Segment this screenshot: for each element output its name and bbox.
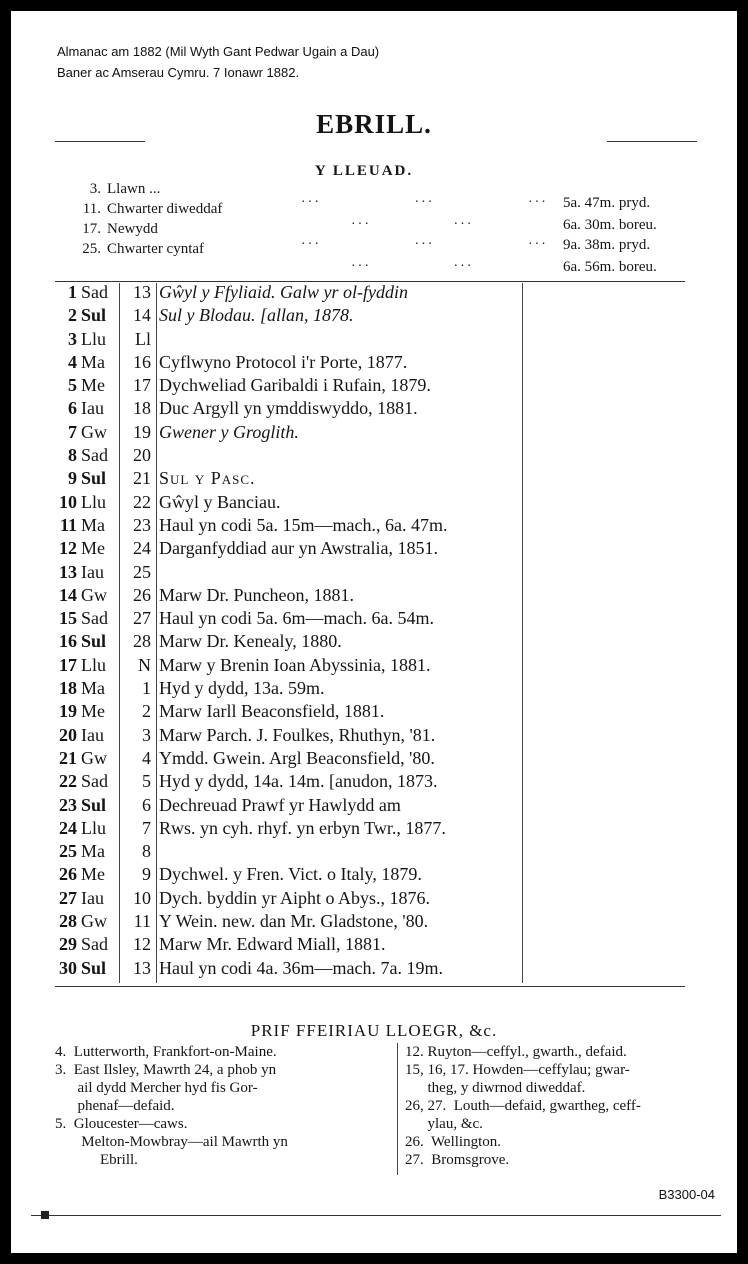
day-number: 28 (59, 911, 77, 932)
moon-day: 21 (133, 468, 151, 489)
calendar-row (55, 584, 535, 607)
weekday: Ma (81, 351, 105, 372)
moon-phase-day: 3. (89, 181, 101, 197)
calendar-row (55, 863, 535, 886)
calendar-row (55, 887, 535, 910)
weekday: Gw (81, 747, 107, 768)
moon-day: 5 (142, 771, 151, 792)
fairs-right-column (405, 1043, 641, 1169)
moon-phase-row (71, 241, 204, 258)
fair-line: Melton-Mowbray—ail Mawrth yn (55, 1134, 288, 1150)
weekday: Sad (81, 445, 108, 466)
calendar-row (55, 840, 535, 863)
weekday: Sad (81, 771, 108, 792)
day-number: 15 (59, 608, 77, 629)
event-text: Y Wein. new. dan Mr. Gladstone, '80. (159, 911, 429, 932)
day-number: 2 (68, 305, 77, 326)
weekday: Llu (81, 491, 106, 512)
calendar-row (55, 281, 535, 304)
moon-day: 9 (142, 864, 151, 885)
day-number: 25 (59, 841, 77, 862)
event-text: Gŵyl y Ffyliaid. Galw yr ol-fyddin (159, 282, 408, 302)
weekday: Sad (81, 282, 108, 302)
event-text: Hyd y dydd, 14a. 14m. [anudon, 1873. (159, 771, 438, 792)
day-number: 22 (59, 771, 77, 792)
fairs-divider (397, 1043, 398, 1175)
moon-phase-time: 6a. 30m. boreu. (563, 217, 657, 233)
day-number: 17 (59, 654, 77, 675)
title-rule-left (55, 141, 145, 142)
moon-phase-day: 17. (82, 221, 101, 237)
moon-phase-time: 9a. 38m. pryd. (563, 237, 651, 253)
day-number: 24 (59, 817, 77, 838)
moon-phase-time: 5a. 47m. pryd. (563, 195, 651, 211)
fairs-title: PRIF FFEIRIAU LLOEGR, &c. (250, 1021, 498, 1040)
event-text: Ymdd. Gwein. Argl Beaconsfield, '80. (159, 747, 435, 768)
moon-day: 13 (133, 282, 151, 302)
calendar-row (55, 747, 535, 770)
day-number: 3 (68, 328, 77, 349)
calendar-row (55, 677, 535, 700)
event-text: Marw Parch. J. Foulkes, Rhuthyn, '81. (159, 724, 436, 745)
moon-day: 26 (133, 584, 151, 605)
almanac-page (11, 11, 737, 1253)
moon-day: 2 (142, 701, 151, 722)
calendar-row (55, 467, 535, 490)
moon-phase-time: 6a. 56m. boreu. (563, 259, 657, 275)
moon-phase-name: Newydd (107, 221, 158, 237)
weekday: Gw (81, 421, 107, 442)
moon-phase-day: 25. (82, 241, 101, 257)
fairs-left-column (55, 1043, 288, 1169)
moon-day: 27 (133, 608, 151, 629)
moon-phase-row (71, 201, 222, 218)
weekday: Me (81, 701, 105, 722)
calendar-row (55, 957, 535, 980)
moon-day: 23 (133, 514, 151, 535)
calendar-table (55, 281, 535, 980)
fair-line: 5. Gloucester—caws. (55, 1116, 188, 1132)
weekday: Sad (81, 608, 108, 629)
weekday: Ma (81, 514, 105, 535)
moon-phase-row (71, 221, 158, 238)
weekday: Iau (81, 561, 104, 582)
calendar-row (55, 351, 535, 374)
event-text: Cyflwyno Protocol i'r Porte, 1877. (159, 351, 408, 372)
calendar-row (55, 561, 535, 584)
moon-day: 6 (142, 794, 151, 815)
day-number: 30 (59, 957, 77, 978)
moon-day: 16 (133, 351, 151, 372)
fair-line: 27. Bromsgrove. (405, 1152, 510, 1168)
event-text: Hyd y dydd, 13a. 59m. (159, 678, 325, 699)
weekday: Ma (81, 678, 105, 699)
calendar-row (55, 304, 535, 327)
moon-day: 10 (133, 887, 151, 908)
day-number: 8 (68, 445, 77, 466)
moon-phase-day: 11. (82, 201, 101, 217)
calendar-row (55, 397, 535, 420)
weekday: Iau (81, 398, 104, 419)
calendar-row (55, 630, 535, 653)
event-text: Gwener y Groglith. (159, 421, 299, 442)
day-number: 6 (68, 398, 77, 419)
day-number: 9 (68, 468, 77, 489)
calendar-row (55, 654, 535, 677)
day-number: 5 (68, 375, 77, 396)
day-number: 21 (59, 747, 77, 768)
day-number: 4 (68, 351, 77, 372)
leader-dots: ··· ··· ··· (301, 237, 548, 252)
calendar-row (55, 444, 535, 467)
event-text: Haul yn codi 5a. 15m—mach., 6a. 47m. (159, 514, 448, 535)
day-number: 23 (59, 794, 77, 815)
moon-phase-name: Chwarter diweddaf (107, 201, 223, 217)
calendar-row (55, 700, 535, 723)
weekday: Me (81, 538, 105, 559)
fair-line: 26, 27. Louth—defaid, gwartheg, ceff- (405, 1098, 641, 1114)
event-text: Dychweliad Garibaldi i Rufain, 1879. (159, 375, 431, 396)
moon-day: 25 (133, 561, 151, 582)
day-number: 10 (59, 491, 77, 512)
moon-day: 3 (142, 724, 151, 745)
weekday: Iau (81, 887, 104, 908)
calendar-row (55, 328, 535, 351)
weekday: Llu (81, 328, 106, 349)
weekday: Sul (81, 957, 107, 978)
calendar-row (55, 770, 535, 793)
moon-day: 22 (133, 491, 151, 512)
event-text: Haul yn codi 5a. 6m—mach. 6a. 54m. (159, 608, 434, 629)
weekday: Gw (81, 584, 107, 605)
event-text: Dechreuad Prawf yr Hawlydd am (159, 794, 401, 815)
footer-rule (31, 1215, 721, 1216)
leader-dots: ··· ··· (351, 217, 474, 232)
calendar-row (55, 933, 535, 956)
fair-line: 26. Wellington. (405, 1134, 502, 1150)
day-number: 16 (59, 631, 77, 652)
reference-number: B3300-04 (658, 1187, 715, 1202)
moon-day: 7 (142, 817, 151, 838)
fair-line: Ebrill. (55, 1152, 138, 1168)
event-text: Sul y Pasc. (159, 468, 256, 489)
moon-day: 12 (133, 934, 151, 955)
moon-phase-name: Chwarter cyntaf (107, 241, 205, 257)
fair-line: 15, 16, 17. Howden—ceffylau; gwar- (405, 1062, 630, 1078)
calendar-row (55, 817, 535, 840)
moon-day: 1 (142, 678, 151, 699)
event-text: Marw Iarll Beaconsfield, 1881. (159, 701, 385, 722)
event-text: Marw Dr. Puncheon, 1881. (159, 584, 354, 605)
moon-day: 19 (133, 421, 151, 442)
weekday: Llu (81, 654, 106, 675)
caption-line-1: Almanac am 1882 (Mil Wyth Gant Pedwar Ugain a Dau) (57, 44, 380, 59)
moon-day: 11 (133, 911, 151, 932)
event-text: Duc Argyll yn ymddiswyddo, 1881. (159, 398, 418, 419)
event-text: Sul y Blodau. [allan, 1878. (159, 305, 354, 326)
fair-line: theg, y diwrnod diweddaf. (405, 1080, 586, 1096)
weekday: Sul (81, 794, 107, 815)
moon-phase-name: Llawn ... (107, 181, 161, 197)
moon-day: Ll (135, 328, 151, 349)
leader-dots: ··· ··· (351, 259, 474, 274)
day-number: 14 (59, 584, 77, 605)
weekday: Sul (81, 305, 107, 326)
weekday: Iau (81, 724, 104, 745)
moon-day: 13 (133, 957, 151, 978)
event-text: Rws. yn cyh. rhyf. yn erbyn Twr., 1877. (159, 817, 446, 838)
moon-title: Y LLEUAD. (314, 163, 414, 179)
day-number: 27 (59, 887, 77, 908)
day-number: 7 (68, 421, 77, 442)
calendar-row (55, 491, 535, 514)
fair-line: 3. East Ilsley, Mawrth 24, a phob yn (55, 1062, 277, 1078)
caption-line-2: Baner ac Amserau Cymru. 7 Ionawr 1882. (57, 65, 300, 80)
moon-day: 24 (133, 538, 151, 559)
weekday: Sul (81, 631, 107, 652)
page-mark (41, 1211, 49, 1219)
event-text: Darganfyddiad aur yn Awstralia, 1851. (159, 538, 438, 559)
day-number: 13 (59, 561, 77, 582)
day-number: 11 (59, 514, 77, 535)
event-text: Marw Dr. Kenealy, 1880. (159, 631, 342, 652)
weekday: Sul (81, 468, 107, 489)
weekday: Sad (81, 934, 108, 955)
moon-day: 14 (133, 305, 151, 326)
month-title: EBRILL. (316, 109, 432, 139)
event-text: Dych. byddin yr Aipht o Abys., 1876. (159, 887, 431, 908)
moon-day: 8 (142, 841, 151, 862)
moon-day: 28 (133, 631, 151, 652)
calendar-row (55, 910, 535, 933)
event-text: Dychwel. y Fren. Vict. o Italy, 1879. (159, 864, 422, 885)
event-text: Marw y Brenin Ioan Abyssinia, 1881. (159, 654, 431, 675)
day-number: 29 (59, 934, 77, 955)
calendar-row (55, 374, 535, 397)
fair-line: phenaf—defaid. (55, 1098, 175, 1114)
weekday: Ma (81, 841, 105, 862)
weekday: Gw (81, 911, 107, 932)
moon-day: N (138, 654, 151, 675)
event-text: Gŵyl y Banciau. (159, 491, 281, 512)
event-text: Marw Mr. Edward Miall, 1881. (159, 934, 386, 955)
fair-line: ylau, &c. (405, 1116, 483, 1132)
calendar-bottom-rule (55, 986, 685, 987)
weekday: Llu (81, 817, 106, 838)
day-number: 18 (59, 678, 77, 699)
event-text: Haul yn codi 4a. 36m—mach. 7a. 19m. (159, 957, 443, 978)
calendar-row (55, 724, 535, 747)
calendar-row (55, 607, 535, 630)
calendar-row (55, 421, 535, 444)
calendar-row (55, 537, 535, 560)
moon-day: 18 (133, 398, 151, 419)
day-number: 12 (59, 538, 77, 559)
weekday: Me (81, 864, 105, 885)
day-number: 26 (59, 864, 77, 885)
day-number: 20 (59, 724, 77, 745)
moon-phase-row (71, 181, 160, 198)
day-number: 19 (59, 701, 77, 722)
fair-line: ail dydd Mercher hyd fis Gor- (55, 1080, 258, 1096)
moon-day: 4 (142, 747, 151, 768)
day-number: 1 (68, 282, 77, 302)
moon-day: 20 (133, 445, 151, 466)
fair-line: 4. Lutterworth, Frankfort-on-Maine. (55, 1044, 277, 1060)
title-rule-right (607, 141, 697, 142)
calendar-row (55, 514, 535, 537)
leader-dots: ··· ··· ··· (301, 195, 548, 210)
fair-line: 12. Ruyton—ceffyl., gwarth., defaid. (405, 1044, 627, 1060)
moon-day: 17 (133, 375, 151, 396)
calendar-row (55, 794, 535, 817)
weekday: Me (81, 375, 105, 396)
